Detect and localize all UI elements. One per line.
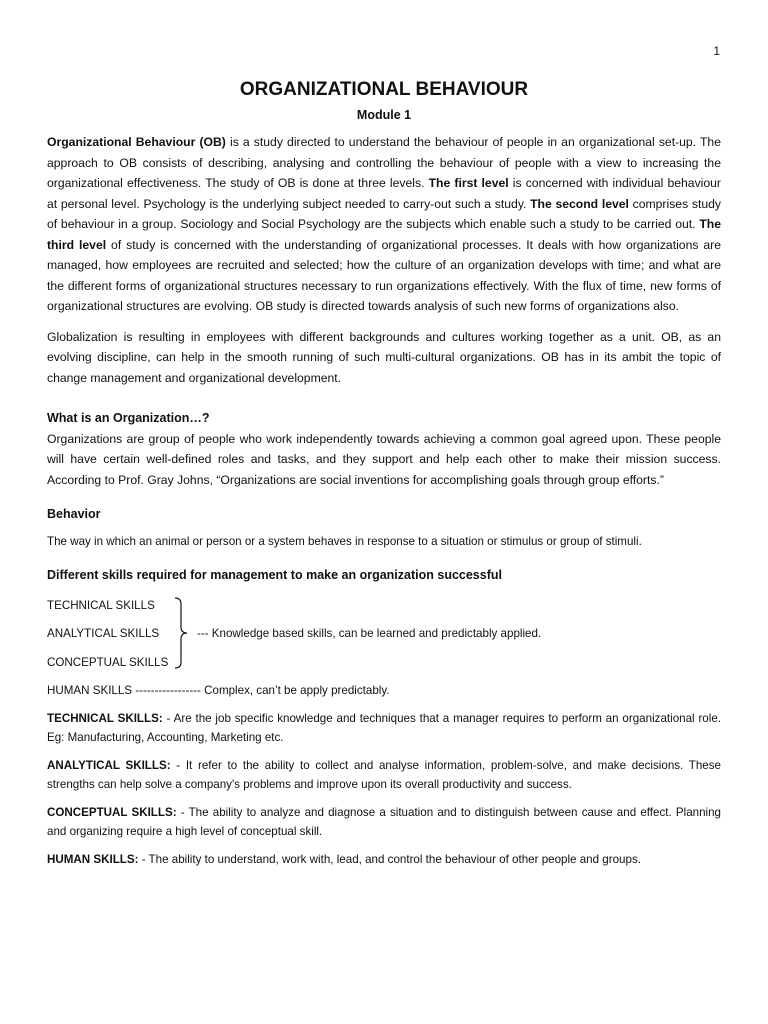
brace-icon — [175, 596, 191, 670]
skills-list — [47, 596, 721, 682]
technical-skills-definition — [47, 710, 721, 747]
knowledge-skills-note: --- Knowledge based skills, can be learned and predictably applied. — [197, 626, 542, 640]
conceptual-skills-text: - The ability to analyze and diagnose a situation and to distinguish between cause and effect. Planning and organizing require a high level of conceptual skill. — [47, 806, 722, 838]
behavior-heading: Behavior — [47, 507, 101, 521]
intro-paragraph — [47, 132, 721, 317]
intro-text-1: is a study directed to understand the behaviour of people in an organizational set-up. The approach to OB consists of describing, analysing and controlling the behaviour of people with a view to increasing the organizational effectiveness. The study of OB is done at three levels. — [47, 135, 721, 190]
human-skills-definition — [47, 851, 721, 870]
conceptual-skills-label: CONCEPTUAL SKILLS: — [47, 806, 177, 819]
module-label: Module 1 — [356, 108, 412, 122]
document-body — [47, 78, 721, 870]
third-level-term: The third level — [47, 217, 721, 252]
technical-skills-text: - Are the job specific knowledge and techniques that a manager requires to perform an organizational role. Eg: Manufacturing, Accounting, Marketing etc. — [47, 712, 721, 744]
analytical-skills-label: ANALYTICAL SKILLS: — [47, 759, 171, 772]
behavior-paragraph: The way in which an animal or person or a system behaves in response to a situation or stimulus or group of stimuli. — [47, 534, 642, 548]
analytical-skills-definition — [47, 757, 721, 794]
globalization-paragraph: Globalization is resulting in employees with different backgrounds and cultures working together as a unit. OB, as an evolving discipline, can help in the smooth running of such multi-cultural organizations. OB has in its ambit the topic of change management and organizational development. — [47, 329, 721, 385]
ob-term: Organizational Behaviour (OB) — [47, 135, 226, 149]
intro-text-2: is concerned with individual behaviour at personal level. Psychology is the underlying subject needed to carry-out such a study. — [47, 176, 721, 211]
skills-heading: Different skills required for management to make an organization successful — [47, 568, 502, 582]
human-skills-label: HUMAN SKILLS: — [47, 853, 139, 866]
second-level-term: The second level — [530, 196, 629, 211]
human-skills-line: HUMAN SKILLS ----------------- Complex, can’t be apply predictably. — [47, 683, 390, 697]
human-skills-text: - The ability to understand, work with, lead, and control the behaviour of other people and groups. — [138, 853, 641, 866]
technical-skills-item: TECHNICAL SKILLS — [47, 598, 155, 612]
conceptual-skills-definition — [47, 804, 721, 841]
analytical-skills-text: - It refer to the ability to collect and analyse information, problem-solve, and make decisions. These strengths can help solve a company's problems and improve upon its overall productivity and success. — [47, 759, 721, 791]
technical-skills-label: TECHNICAL SKILLS: — [47, 712, 163, 725]
conceptual-skills-item: CONCEPTUAL SKILLS — [47, 655, 169, 669]
analytical-skills-item: ANALYTICAL SKILLS — [47, 626, 160, 640]
document-title: ORGANIZATIONAL BEHAVIOUR — [239, 79, 529, 100]
intro-text-4: of study is concerned with the understanding of organizational processes. It deals with how organizations are managed, how employees are recruited and selected; how the culture of an organization develops with time; and what are the different forms of organizational structures necessary to run organizations effectively. With the flux of time, new forms of organizational structures are evolving. OB study is directed towards analysis of such new forms of organizations also. — [47, 237, 721, 313]
organization-paragraph: Organizations are group of people who work independently towards achieving a common goal agreed upon. These people will have certain well-defined roles and tasks, and they support and help each other to make their mission success. According to Prof. Gray Johns, “Organizations are social inventions for accomplishing goals through group efforts.” — [47, 431, 721, 487]
first-level-term: The first level — [428, 176, 509, 190]
page-number: 1 — [713, 44, 720, 58]
intro-text-3: comprises study of behaviour in a group. Sociology and Social Psychology are the subjects which enable such a study to be carried out. — [47, 196, 721, 231]
organization-heading: What is an Organization…? — [47, 411, 210, 425]
